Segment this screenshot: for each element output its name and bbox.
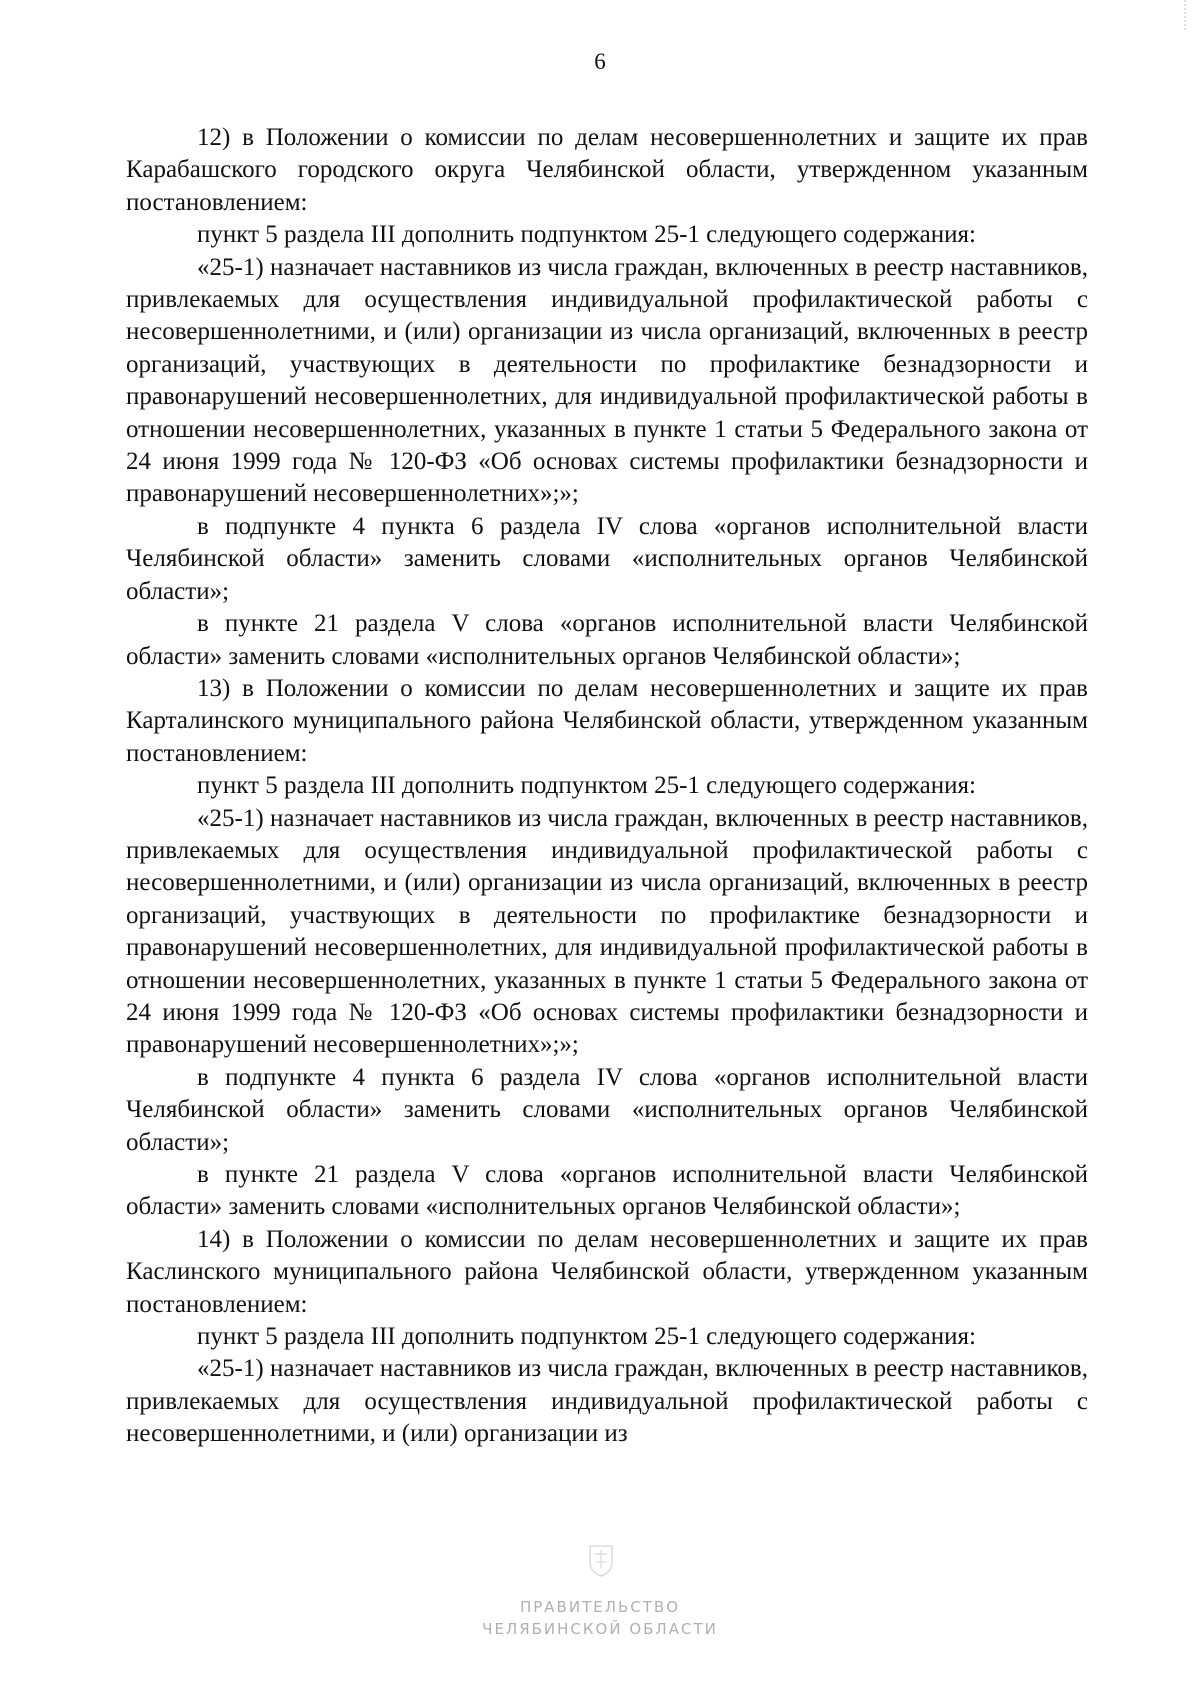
paragraph-14-heading: 14) в Положении о комиссии по делам несовершеннолетних и защите их прав Каслинского муниципального района Челябинской области, утвержденном указанным постановлением:: [126, 1225, 1088, 1318]
paragraph-14-addition: пункт 5 раздела III дополнить подпунктом 25-1 следующего содержания:: [197, 1323, 976, 1351]
paragraph-12-section-iv: в подпункте 4 пункта 6 раздела IV слова «органов исполнительной власти Челябинской области» заменить словами «исполнительных органов Челябинской области»;: [126, 512, 1088, 605]
paragraph-13-subitem-text: «25-1) назначает наставников из числа граждан, включенных в реестр наставников, привлекаемых для осуществления индивидуальной профилактической работы с несовершеннолетними, и (или) организации из числа организаций, включенных в реестр организаций, участвующих в деятельности по профилактике безнадзорности и правонарушений несовершеннолетних, для индивидуальной профилактической работы в отношении несовершеннолетних, указанных в пункте 1 статьи 5 Федерального закона от 24 июня 1999 года № 120-ФЗ «Об основах системы профилактики безнадзорности и правонарушений несовершеннолетних»;»;: [126, 804, 1088, 1059]
paragraph-12-subitem-text: «25-1) назначает наставников из числа граждан, включенных в реестр наставников, привлекаемых для осуществления индивидуальной профилактической работы с несовершеннолетними, и (или) организации из числа организаций, включенных в реестр организаций, участвующих в деятельности по профилактике безнадзорности и правонарушений несовершеннолетних, для индивидуальной профилактической работы в отношении несовершеннолетних, указанных в пункте 1 статьи 5 Федерального закона от 24 июня 1999 года № 120-ФЗ «Об основах системы профилактики безнадзорности и правонарушений несовершеннолетних»;»;: [126, 253, 1088, 508]
paragraph-13-heading: 13) в Положении о комиссии по делам несовершеннолетних и защите их прав Карталинского муниципального района Челябинской области, утвержденном указанным постановлением:: [126, 674, 1088, 767]
paragraph-12-heading: 12) в Положении о комиссии по делам несовершеннолетних и защите их прав Карабашского городского округа Челябинской области, утвержденном указанным постановлением:: [126, 124, 1088, 216]
paragraph-14-subitem-text: «25-1) назначает наставников из числа граждан, включенных в реестр наставников, привлекаемых для осуществления индивидуальной профилактической работы с несовершеннолетними, и (или) организации из: [126, 1355, 1088, 1448]
paragraph-13-section-v: в пункте 21 раздела V слова «органов исполнительной власти Челябинской области» заменить словами «исполнительных органов Челябинской области»;: [126, 1161, 1088, 1221]
stamp-line-1: ПРАВИТЕЛЬСТВО: [519, 1598, 681, 1616]
stamp-line-2: ЧЕЛЯБИНСКОЙ ОБЛАСТИ: [482, 1620, 718, 1638]
paragraph-13-section-iv: в подпункте 4 пункта 6 раздела IV слова «органов исполнительной власти Челябинской области» заменить словами «исполнительных органов Челябинской области»;: [126, 1063, 1088, 1156]
scan-artifact: [1176, 0, 1186, 30]
page-number: 6: [594, 49, 606, 74]
paragraph-12-addition: пункт 5 раздела III дополнить подпунктом 25-1 следующего содержания:: [197, 221, 976, 249]
paragraph-12-section-v: в пункте 21 раздела V слова «органов исполнительной власти Челябинской области» заменить словами «исполнительных органов Челябинской области»;: [126, 610, 1088, 670]
coat-of-arms-icon: [586, 1542, 616, 1578]
document-body: [126, 122, 1088, 1451]
paragraph-13-addition: пункт 5 раздела III дополнить подпунктом 25-1 следующего содержания:: [197, 772, 976, 800]
government-stamp: [0, 1596, 1200, 1640]
